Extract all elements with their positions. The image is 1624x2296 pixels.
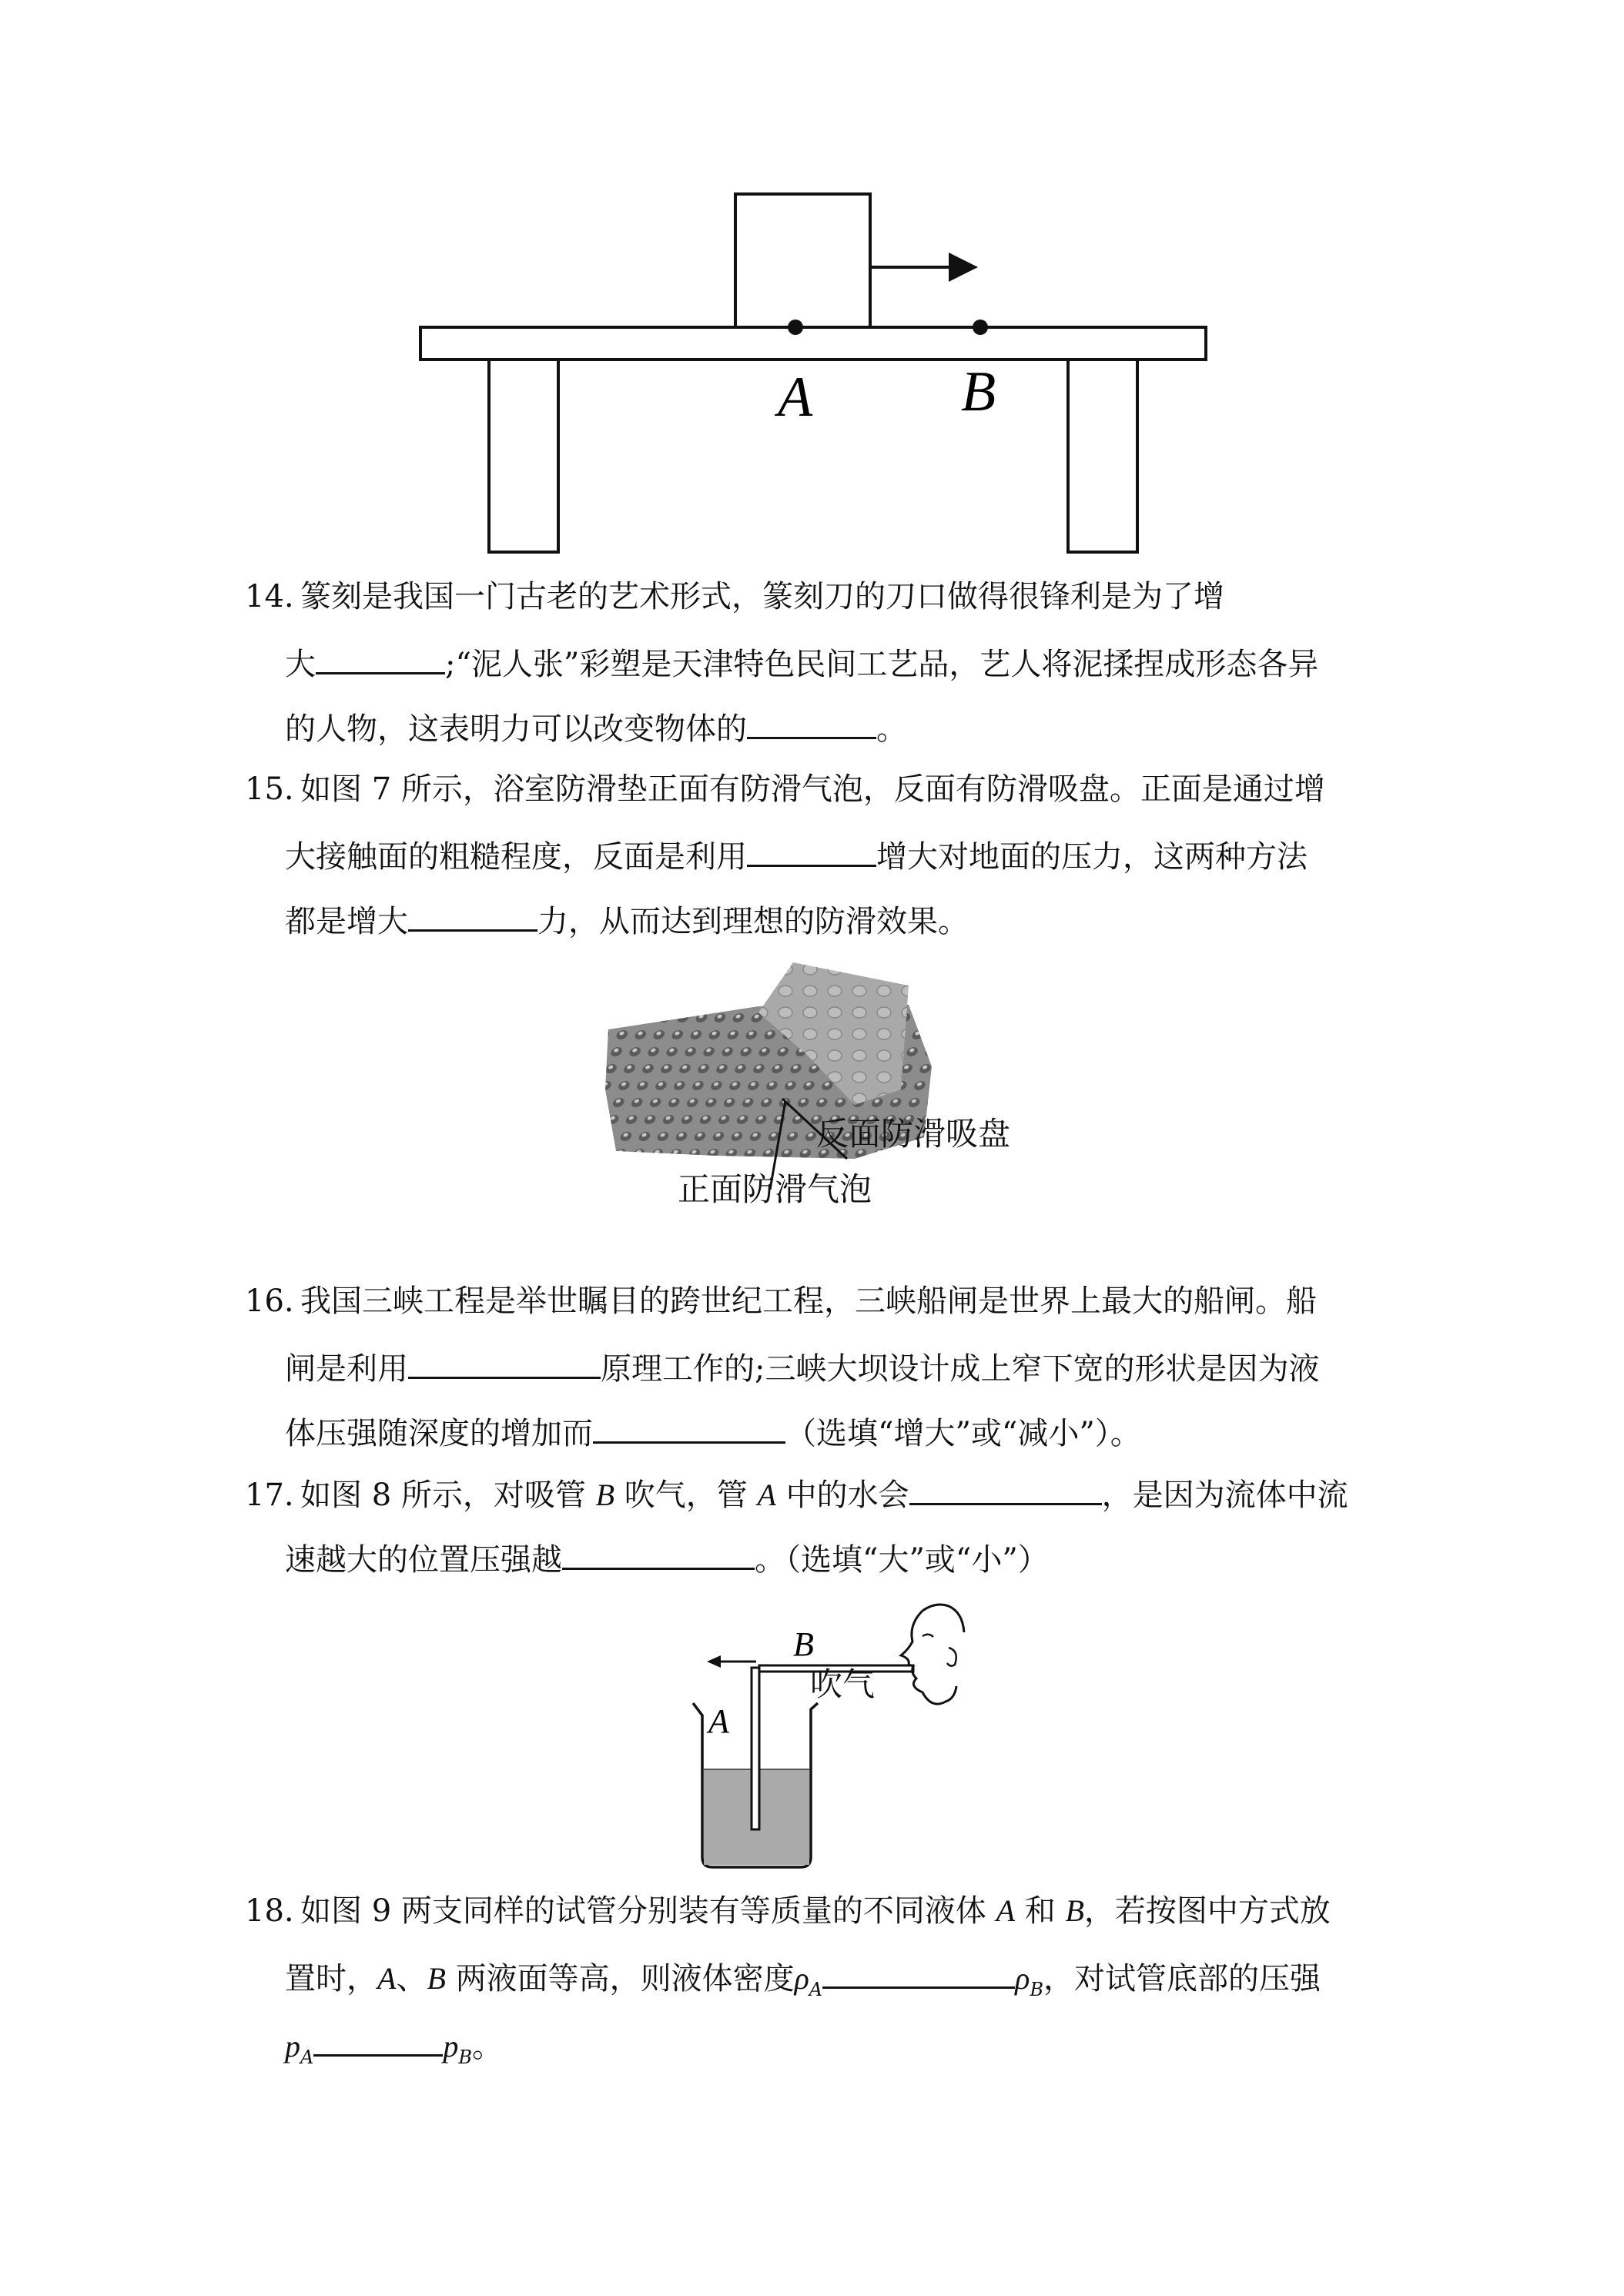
answer-blank[interactable] bbox=[408, 1343, 601, 1379]
label-blow: 吹气 bbox=[810, 1665, 876, 1703]
force-arrowhead bbox=[949, 253, 978, 282]
straw-a bbox=[752, 1668, 759, 1829]
question-text: ，对试管底部的压强 bbox=[1043, 1961, 1321, 1996]
variable-b: B bbox=[595, 1478, 615, 1512]
question-text: 。（选填“大”或“小”） bbox=[755, 1542, 1049, 1578]
label-back-suction-cups: 反面防滑吸盘 bbox=[816, 1115, 1011, 1153]
question-text: 如图 9 两支同样的试管分别装有等质量的不同液体 bbox=[300, 1893, 986, 1929]
answer-blank[interactable] bbox=[822, 1953, 1015, 1989]
question-text: 。 bbox=[471, 2029, 503, 2064]
question-text: 大接触面的粗糙程度，反面是利用 bbox=[285, 839, 747, 875]
question-text: 体压强随深度的增加而 bbox=[285, 1416, 593, 1451]
pressure-symbol: p bbox=[443, 2029, 459, 2063]
block bbox=[735, 194, 870, 327]
question-text: 如图 8 所示，对吸管 bbox=[300, 1478, 586, 1513]
question-text: 如图 7 所示，浴室防滑垫正面有防滑气泡，反面有防滑吸盘。正面是通过增 bbox=[300, 771, 1325, 807]
variable-b: B bbox=[427, 1961, 446, 1996]
answer-blank[interactable] bbox=[909, 1469, 1102, 1505]
table-figure bbox=[416, 192, 1217, 554]
table-leg-right bbox=[1068, 360, 1137, 552]
variable-a: A bbox=[377, 1961, 397, 1996]
question-text: ，若按图中方式放 bbox=[1083, 1893, 1331, 1929]
subscript-a: A bbox=[809, 1979, 823, 2000]
answer-blank[interactable] bbox=[593, 1407, 785, 1444]
question-text: 增大对地面的压力，这两种方法 bbox=[876, 839, 1308, 875]
face-profile bbox=[901, 1611, 956, 1704]
question-text: 吹气，管 bbox=[624, 1478, 748, 1513]
hair bbox=[922, 1605, 964, 1632]
answer-blank[interactable] bbox=[747, 703, 876, 739]
answer-blank[interactable] bbox=[313, 2020, 443, 2057]
eye bbox=[922, 1635, 933, 1637]
question-text: 。 bbox=[876, 711, 907, 747]
label-front-bubbles: 正面防滑气泡 bbox=[678, 1170, 872, 1208]
straw-figure bbox=[678, 1602, 970, 1894]
rho-symbol: ρ bbox=[1015, 1961, 1030, 1996]
question-text: 原理工作的;三峡大坝设计成上窄下宽的形状是因为液 bbox=[601, 1351, 1320, 1387]
point-b bbox=[973, 320, 988, 335]
variable-a: A bbox=[996, 1893, 1016, 1928]
question-text: 、 bbox=[396, 1961, 427, 1996]
question-text: 力，从而达到理想的防滑效果。 bbox=[537, 904, 969, 939]
question-text: 的人物，这表明力可以改变物体的 bbox=[285, 711, 747, 747]
answer-blank[interactable] bbox=[747, 831, 876, 867]
label-a: A bbox=[708, 1702, 729, 1740]
question-number: 14. bbox=[245, 579, 294, 614]
label-a: A bbox=[778, 366, 813, 429]
subscript-b: B bbox=[1030, 1979, 1043, 2000]
variable-b: B bbox=[1065, 1893, 1084, 1928]
question-number: 15. bbox=[245, 771, 294, 807]
point-a bbox=[788, 320, 803, 335]
question-text: ，是因为流体中流 bbox=[1101, 1478, 1348, 1513]
subscript-a: A bbox=[300, 2047, 314, 2068]
question-number: 17. bbox=[245, 1478, 294, 1513]
question-text: 置时， bbox=[285, 1961, 377, 1996]
question-text: 闸是利用 bbox=[285, 1351, 408, 1387]
question-text: 和 bbox=[1024, 1893, 1056, 1929]
answer-blank[interactable] bbox=[316, 638, 445, 674]
question-text: 两液面等高，则液体密度 bbox=[455, 1961, 795, 1996]
label-b: B bbox=[793, 1625, 814, 1663]
pressure-symbol: p bbox=[285, 2029, 300, 2063]
question-text: （选填“增大”或“减小”）。 bbox=[785, 1416, 1141, 1451]
question-text: 中的水会 bbox=[785, 1478, 909, 1513]
question-number: 16. bbox=[245, 1284, 294, 1319]
question-text: 我国三峡工程是举世瞩目的跨世纪工程，三峡船闸是世界上最大的船闸。船 bbox=[300, 1284, 1317, 1319]
table-leg-left bbox=[489, 360, 558, 552]
label-b: B bbox=[961, 360, 996, 423]
question-text: 都是增大 bbox=[285, 904, 408, 939]
subscript-b: B bbox=[458, 2047, 472, 2068]
ear bbox=[947, 1648, 956, 1666]
answer-blank[interactable] bbox=[562, 1534, 755, 1570]
rho-symbol: ρ bbox=[794, 1961, 809, 1996]
question-number: 18. bbox=[245, 1893, 294, 1929]
question-text: ;“泥人张”彩塑是天津特色民间工艺品，艺人将泥揉捏成形态各异 bbox=[445, 647, 1319, 682]
airflow-arrowhead bbox=[707, 1655, 721, 1668]
table-top bbox=[420, 327, 1206, 360]
answer-blank[interactable] bbox=[408, 895, 537, 932]
question-text: 速越大的位置压强越 bbox=[285, 1542, 562, 1578]
question-text: 篆刻是我国一门古老的艺术形式，篆刻刀的刀口做得很锋利是为了增 bbox=[300, 579, 1224, 614]
question-text: 大 bbox=[285, 647, 316, 682]
variable-a: A bbox=[757, 1478, 776, 1512]
